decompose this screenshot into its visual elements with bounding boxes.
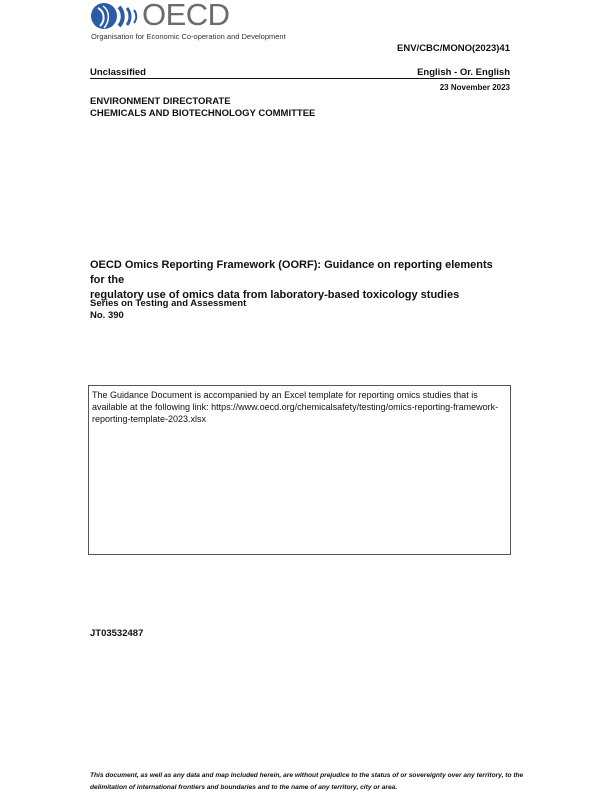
series-block (90, 298, 246, 322)
notice-line-3: reporting-template-2023.xlsx (92, 414, 207, 424)
document-code: ENV/CBC/MONO(2023)41 (397, 43, 510, 54)
directorate-name: ENVIRONMENT DIRECTORATE (90, 96, 231, 107)
title-line-1: OECD Omics Reporting Framework (OORF): Guidance on reporting elements for the (90, 259, 493, 286)
directorate-block (90, 96, 315, 120)
organisation-name: Organisation for Economic Co-operation and Development (91, 32, 286, 41)
language-label: English - Or. English (417, 67, 510, 78)
committee-name: CHEMICALS AND BIOTECHNOLOGY COMMITTEE (90, 108, 316, 119)
oecd-logo-icon (90, 2, 142, 32)
series-number: No. 390 (90, 310, 124, 321)
notice-line-2: available at the following link: https://www.oecd.org/chemicalsafety/testing/omics-reporting-framework- (92, 402, 499, 412)
logo-wordmark: OECD (142, 0, 230, 32)
title-line-2: regulatory use of omics data from laboratory-based toxicology studies (90, 289, 460, 301)
classification-label: Unclassified (90, 67, 146, 78)
template-notice-box (88, 385, 511, 555)
disclaimer-line-2: delimitation of international frontiers and boundaries and to the name of any territory, city or area. (90, 784, 398, 791)
disclaimer (90, 770, 530, 794)
series-name: Series on Testing and Assessment (90, 298, 247, 309)
document-title (90, 258, 510, 303)
oecd-logo (90, 0, 300, 44)
document-date: 23 November 2023 (439, 83, 510, 92)
job-number: JT03532487 (90, 628, 144, 639)
header-divider (90, 78, 510, 79)
notice-line-1: The Guidance Document is accompanied by an Excel template for reporting omics studies that is (92, 390, 478, 400)
disclaimer-line-1: This document, as well as any data and map included herein, are without prejudice to the status of or sovereignty over any territory, to the (90, 772, 524, 779)
